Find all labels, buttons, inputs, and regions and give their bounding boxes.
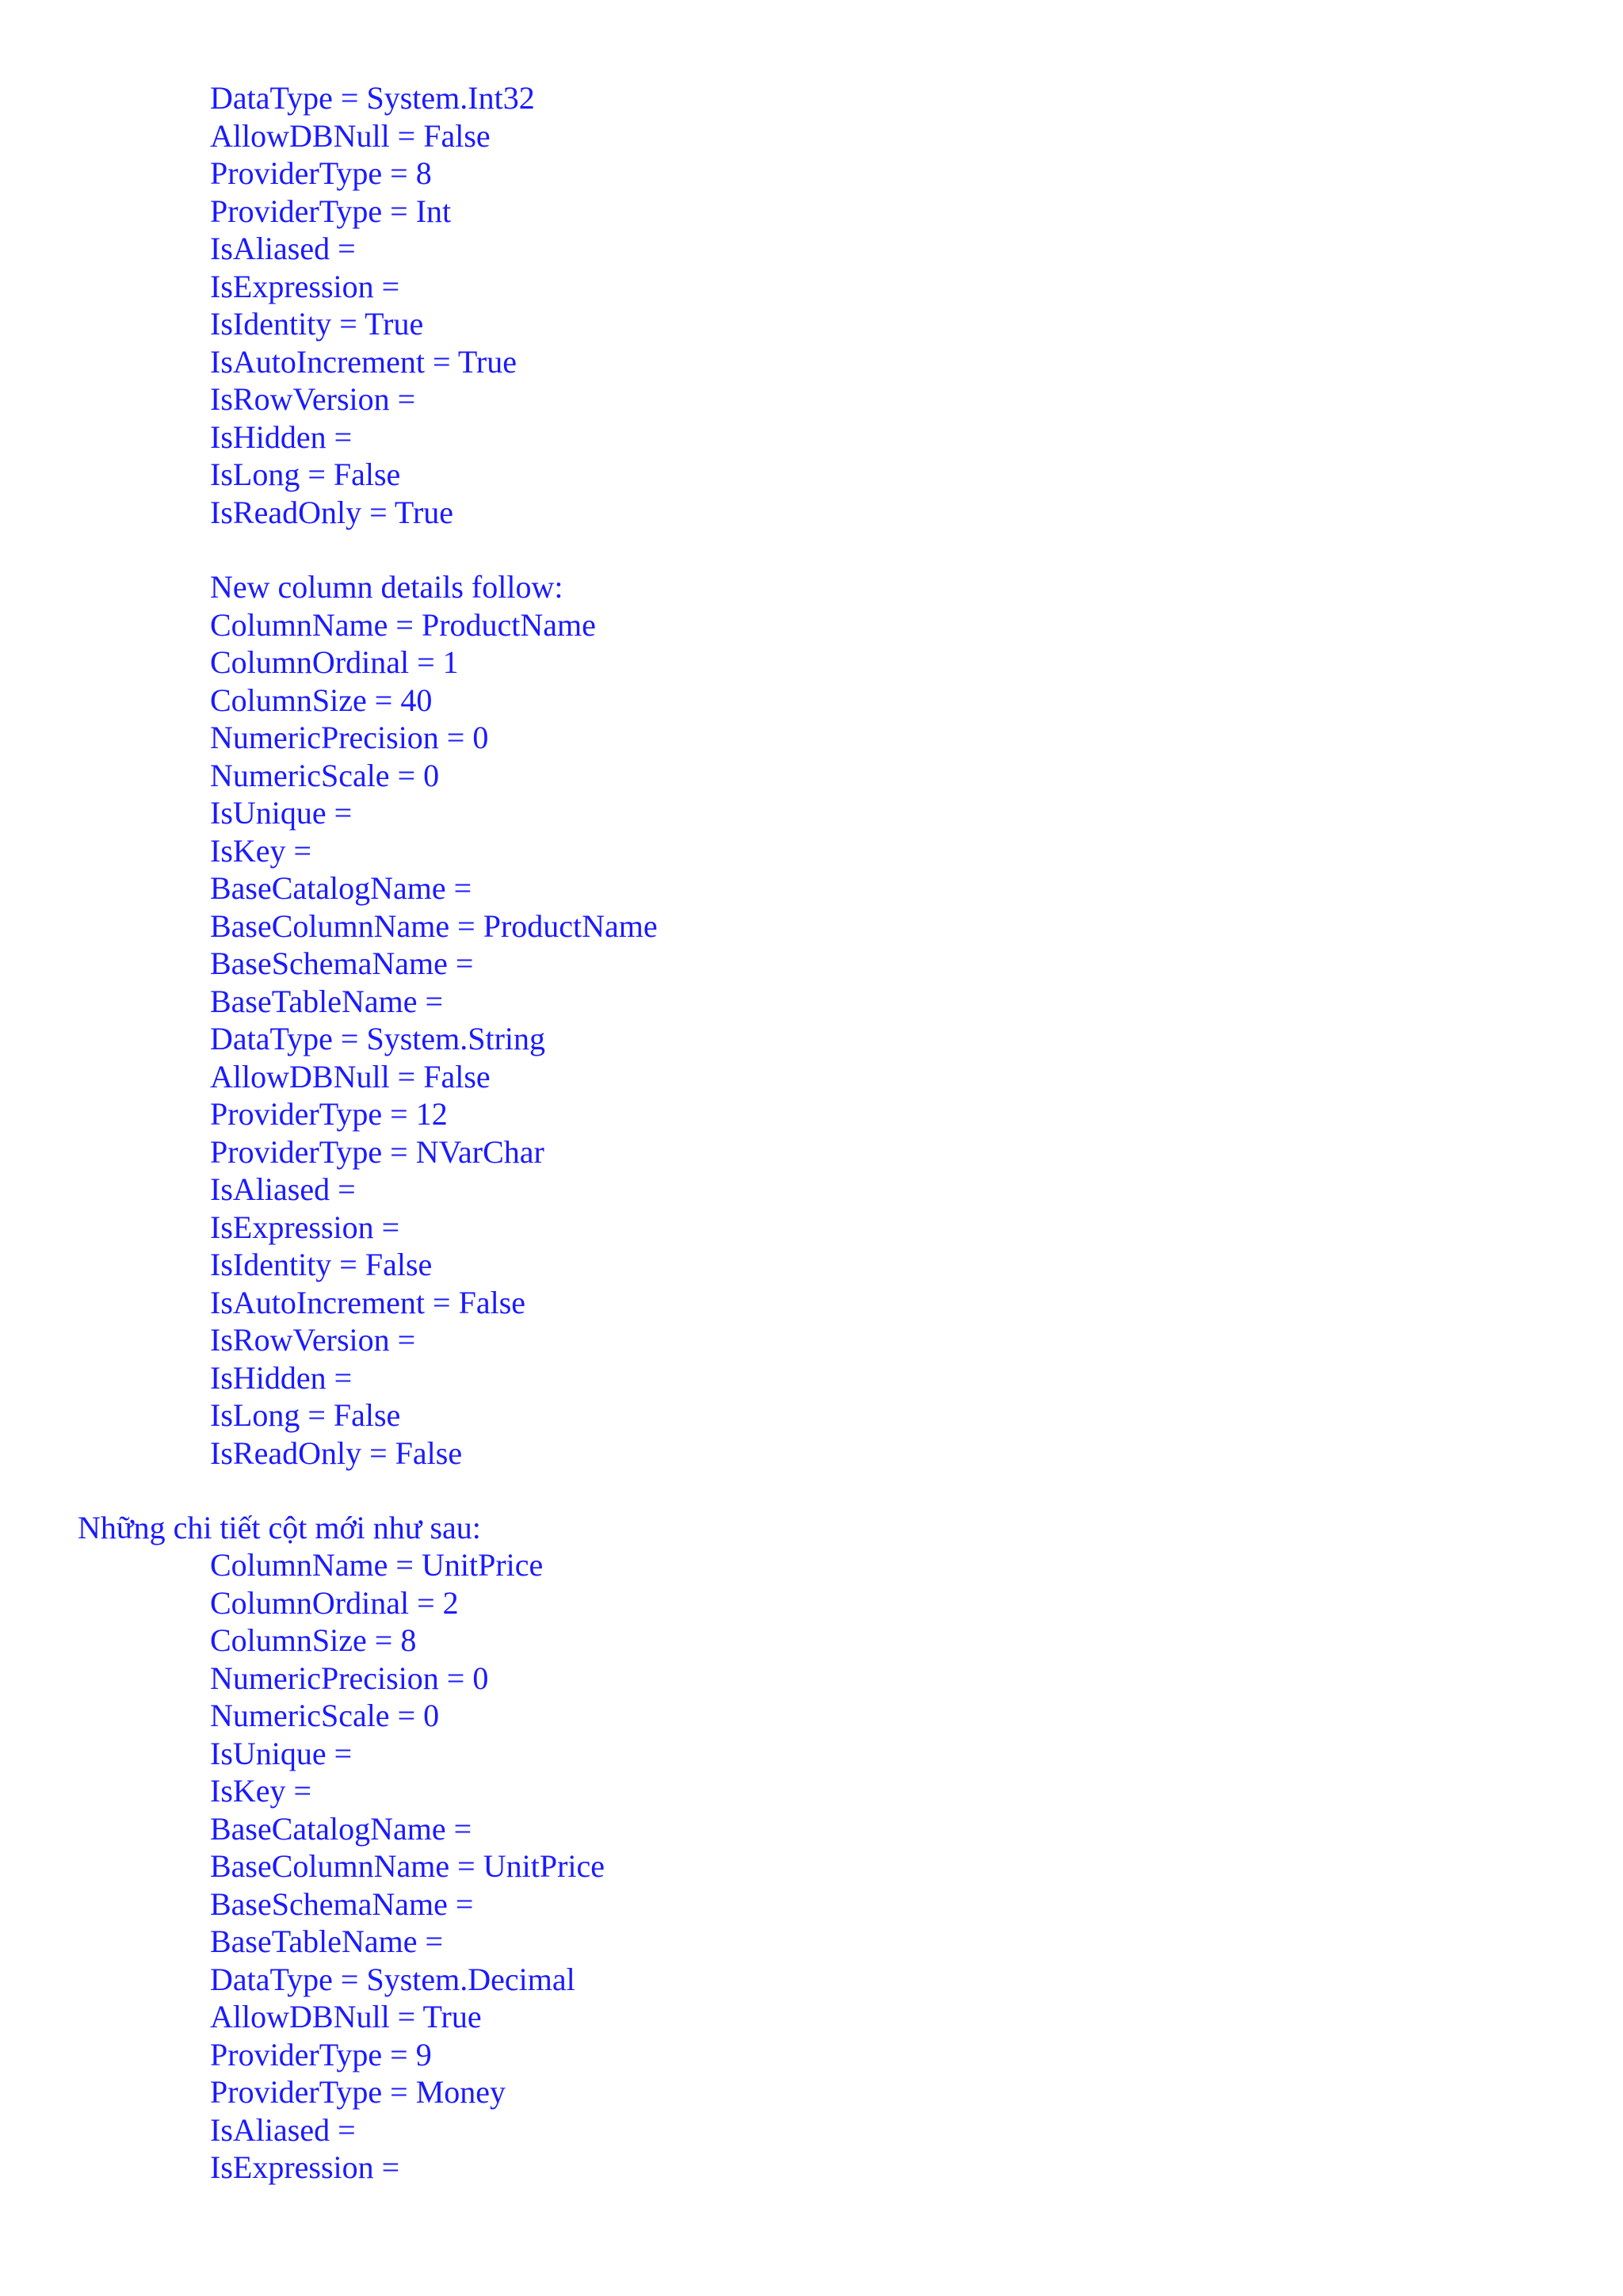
text-line: BaseCatalogName = [210,1810,472,1847]
text-line: IsKey = [210,1773,312,1809]
text-line: IsAliased = [210,2111,356,2148]
text-line: ColumnName = ProductName [210,606,596,643]
text-line: IsHidden = [210,418,353,455]
text-line: IsUnique = [210,1735,353,1771]
text-line: AllowDBNull = False [210,1058,491,1095]
text-line: IsLong = False [210,1397,401,1433]
text-line: IsAliased = [210,231,356,266]
text-line: BaseTableName = [210,1924,444,1959]
text-line: IsUnique = [210,795,353,831]
text-line: AllowDBNull = True [210,1999,482,2034]
text-line: DataType = System.String [210,1021,546,1056]
text-line: BaseSchemaName = [210,1885,474,1922]
text-line: ProviderType = Int [210,193,452,229]
text-line: ColumnName = UnitPrice [210,1547,544,1583]
column-details-block-productname [210,568,658,1472]
text-line: IsAliased = [210,1171,356,1207]
text-line: ProviderType = 8 [210,155,432,191]
text-line: BaseSchemaName = [210,946,474,981]
text-line: NumericPrecision = 0 [210,720,489,755]
text-line: ColumnSize = 8 [210,1622,417,1658]
text-line: IsReadOnly = False [210,1435,463,1471]
text-line: IsLong = False [210,457,401,492]
text-line: AllowDBNull = False [210,117,491,154]
column-details-block-unitprice [210,1546,605,2187]
text-line: IsReadOnly = True [210,494,454,530]
text-line: DataType = System.Int32 [210,80,535,116]
text-line: NumericScale = 0 [210,757,440,793]
text-line: IsIdentity = False [210,1247,433,1282]
text-line: ColumnOrdinal = 1 [210,644,459,680]
text-line: ProviderType = NVarChar [210,1133,544,1170]
text-line: BaseCatalogName = [210,870,472,906]
text-line: IsExpression = [210,268,400,304]
text-line: BaseColumnName = UnitPrice [210,1848,605,1884]
text-line: IsIdentity = True [210,306,424,342]
text-line: ColumnOrdinal = 2 [210,1584,459,1621]
text-line: ProviderType = 12 [210,1096,448,1132]
text-line: DataType = System.Decimal [210,1961,575,1997]
text-line: ColumnSize = 40 [210,682,433,718]
text-line: ProviderType = 9 [210,2036,432,2073]
text-line: IsExpression = [210,2149,400,2185]
section-heading: New column details follow: [210,569,563,605]
vietnamese-section-heading: Những chi tiết cột mới như sau: [78,1510,481,1545]
text-line: IsAutoIncrement = False [210,1284,526,1320]
text-line: IsAutoIncrement = True [210,343,517,380]
text-line: IsRowVersion = [210,1322,416,1358]
text-line: NumericPrecision = 0 [210,1660,489,1696]
text-line: BaseColumnName = ProductName [210,907,658,944]
text-line: IsHidden = [210,1359,353,1396]
text-line: IsExpression = [210,1209,400,1245]
text-line: IsKey = [210,832,312,869]
text-line: BaseTableName = [210,983,444,1019]
text-line: IsRowVersion = [210,381,416,417]
text-line: ProviderType = Money [210,2074,506,2110]
column-details-block-int32 [210,79,535,531]
text-line: NumericScale = 0 [210,1698,440,1733]
